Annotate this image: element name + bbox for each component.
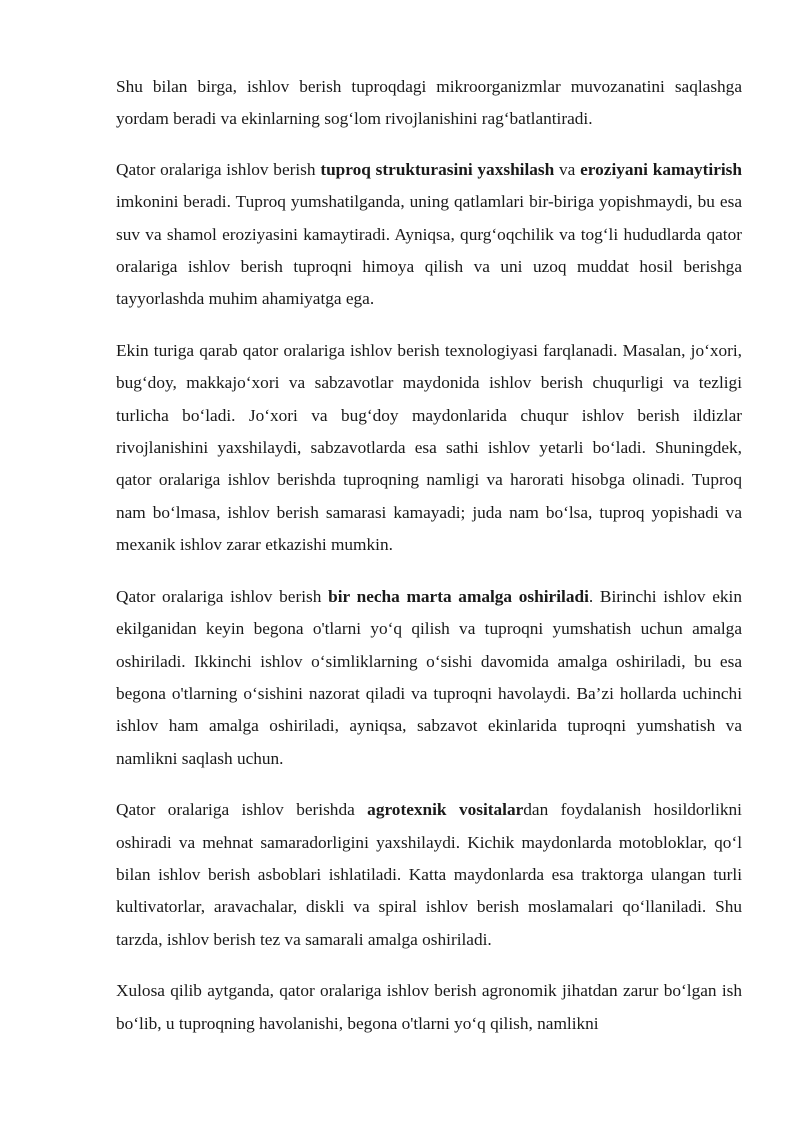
bold-phrase: agrotexnik vositalar xyxy=(367,800,524,820)
paragraph-agrotexnik-vositalar xyxy=(116,794,742,956)
text-segment: Qator oralariga ishlov berishda xyxy=(116,800,368,820)
paragraph-bir-necha-marta xyxy=(116,581,742,775)
text-segment: Ekin turiga qarab qator oralariga ishlov berish texnologiyasi farqlanadi. Masalan, jo‘xori, bug‘doy, makkajo‘xori va sabzavotlar maydonida ishlov berish chuqurligi va tezligi turlicha bo‘ladi. Jo‘xori va bug‘doy maydonlarida chuqur ishlov berish ildizlar rivojlanishini yaxshilaydi, sabzavotlarda esa sathi ishlov yetarli bo‘ladi. Shuningdek, qator oralariga ishlov berishda tuproqning namligi va harorati hisobga olinadi. Tuproq nam bo‘lmasa, ishlov berish samarasi kamayadi; juda nam bo‘lsa, tuproq yopishadi va mexanik ishlov zarar etkazishi mumkin. xyxy=(116,340,742,555)
text-segment: imkonini beradi. Tuproq yumshatilganda, uning qatlamlari bir-biriga yopishmaydi, bu esa suv va shamol eroziyasini kamaytiradi. Ayniqsa, qurg‘oqchilik va tog‘li hududlarda qator oralariga ishlov berish tuproqni himoya qilish va uni uzoq muddat hosil berishga tayyorlashda muhim ahamiyatga ega. xyxy=(116,192,742,309)
text-segment: . Birinchi ishlov ekin ekilganidan keyin begona o'tlarni yo‘q qilish va tuproqni yumshatish uchun amalga oshiriladi. Ikkinchi ishlov o‘simliklarning o‘sishi davomida amalga oshiriladi, bu esa begona o'tlarning o‘sishini nazorat qiladi va tuproqni havolaydi. Ba’zi hollarda uchinchi ishlov ham amalga oshiriladi, ayniqsa, sabzavot ekinlarida tuproqni yumshatish va namlikni saqlash uchun. xyxy=(116,586,742,768)
text-segment: va xyxy=(554,159,581,179)
text-segment: Qator oralariga ishlov berish xyxy=(116,586,329,606)
paragraph-tuproq-strukturasi xyxy=(116,154,742,316)
bold-phrase: tuproq strukturasini yaxshilash xyxy=(320,159,555,179)
paragraph-ekin-turiga-qarab xyxy=(116,335,742,562)
text-segment: Shu bilan birga, ishlov berish tuproqdagi mikroorganizmlar muvozanatini saqlashga yordam beradi va ekinlarning sog‘lom rivojlanishini rag‘batlantiradi. xyxy=(116,77,742,129)
bold-phrase: bir necha marta amalga oshiriladi xyxy=(328,586,589,606)
paragraph-xulosa xyxy=(116,975,742,1040)
bold-phrase: eroziyani kamaytirish xyxy=(580,159,743,179)
text-segment: dan foydalanish hosildorlikni oshiradi va mehnat samaradorligini yaxshilaydi. Kichik maydonlarda motobloklar, qo‘l bilan ishlov berish asboblari ishlatiladi. Katta maydonlarda esa traktorga ulangan turli kultivatorlar, aravachalar, diskli va spiral ishlov berish moslamalari qo‘llaniladi. Shu tarzda, ishlov berish tez va samarali amalga oshiriladi. xyxy=(116,800,742,949)
text-segment: Qator oralariga ishlov berish xyxy=(116,159,321,179)
text-segment: Xulosa qilib aytganda, qator oralariga ishlov berish agronomik jihatdan zarur bo‘lgan ish bo‘lib, u tuproqning havolanishi, begona o'tlarni yo‘q qilish, namlikni xyxy=(116,981,742,1033)
paragraph-mikroorganizmlar xyxy=(116,71,742,136)
